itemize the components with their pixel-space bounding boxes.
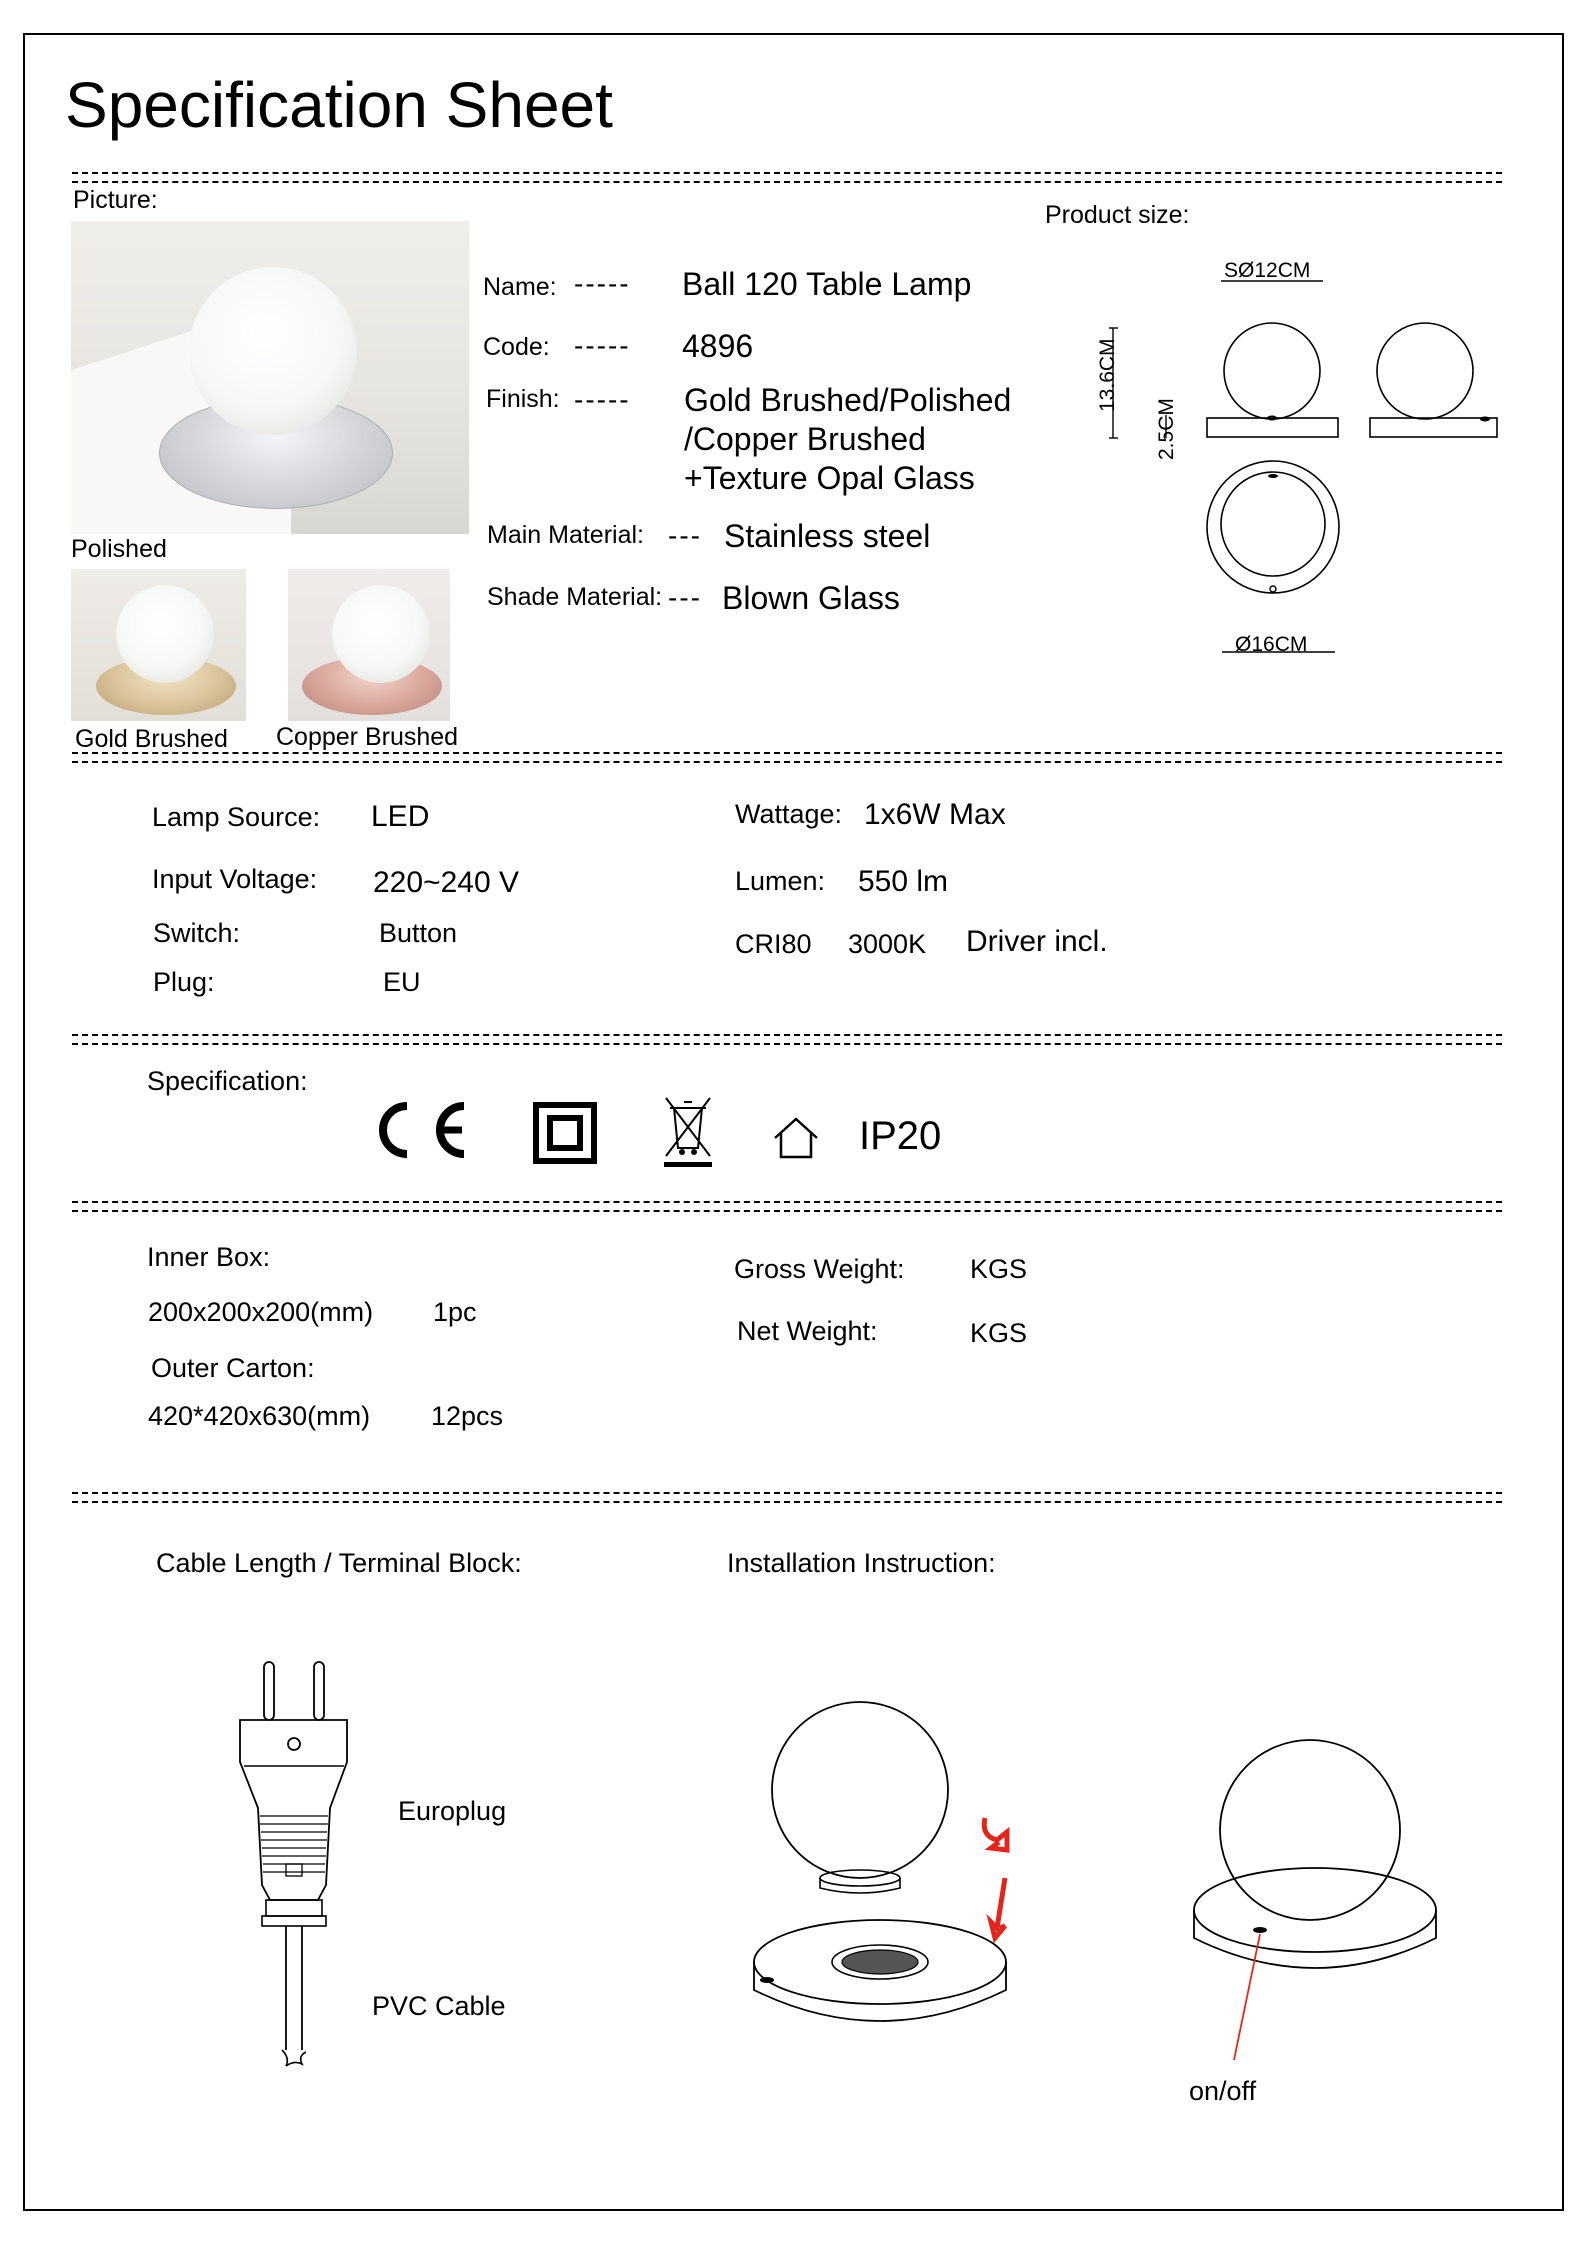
dimension-drawing — [1090, 250, 1510, 670]
on-off-caption: on/off — [1189, 2076, 1257, 2106]
base-height-label: 2.5CM — [1155, 398, 1178, 460]
cct-value: 3000K — [848, 929, 927, 959]
cable-label: Cable Length / Terminal Block: — [156, 1548, 522, 1578]
side-view-base — [1207, 418, 1338, 437]
caption-gold: Gold Brushed — [75, 725, 228, 753]
pvc-cable-caption: PVC Cable — [372, 1991, 506, 2021]
driver-value: Driver incl. — [966, 925, 1108, 958]
finish-line-1: Gold Brushed/Polished — [684, 382, 1012, 418]
finish-line-2: /Copper Brushed — [684, 421, 926, 457]
top-view-notch — [1268, 474, 1278, 478]
weee-crossed-bin-icon — [660, 1096, 716, 1168]
wattage-label: Wattage: — [735, 799, 843, 829]
side-view-button — [1480, 417, 1490, 422]
installation-label: Installation Instruction: — [727, 1548, 996, 1578]
net-weight-label: Net Weight: — [737, 1316, 878, 1346]
caption-copper: Copper Brushed — [276, 723, 459, 751]
lumen-value: 550 lm — [858, 865, 949, 898]
product-photo-copper — [288, 569, 450, 721]
rotate-arrow-icon — [984, 1818, 1007, 1850]
side-view-shade — [1224, 323, 1320, 419]
dash-leader: --- — [668, 520, 702, 551]
picture-label: Picture: — [73, 186, 158, 214]
gross-weight-label: Gross Weight: — [734, 1254, 905, 1284]
separator — [72, 1032, 1502, 1047]
separator — [72, 750, 1502, 765]
installation-step-switch — [1180, 1730, 1450, 2080]
switch-button — [1253, 1927, 1267, 1933]
wattage-value: 1x6W Max — [864, 798, 1006, 831]
dash-leader: ----- — [574, 330, 631, 361]
cri-value: CRI80 — [735, 929, 812, 959]
plug-label: Plug: — [153, 967, 215, 997]
top-view-button — [1270, 586, 1276, 592]
installation-globe-assembled — [1220, 1740, 1400, 1920]
top-view-base — [1207, 461, 1339, 593]
input-voltage-value: 220~240 V — [373, 866, 519, 899]
switch-value: Button — [379, 918, 458, 948]
main-material-value: Stainless steel — [724, 518, 931, 554]
gross-weight-value: KGS — [970, 1254, 1028, 1284]
name-label: Name: — [483, 273, 557, 301]
lumen-label: Lumen: — [735, 866, 826, 896]
side-view-base — [1370, 418, 1497, 437]
class-ii-double-insulation-icon — [533, 1102, 599, 1164]
lamp-source-value: LED — [371, 800, 430, 833]
ce-mark-icon — [372, 1098, 472, 1162]
side-view-shade — [1377, 323, 1473, 419]
base-diameter-label: Ø16CM — [1235, 633, 1308, 656]
height-label: 13.6CM — [1096, 338, 1119, 412]
outer-carton-qty: 12pcs — [431, 1401, 504, 1431]
inner-box-qty: 1pc — [433, 1297, 477, 1327]
shade-diameter-label: SØ12CM — [1224, 259, 1311, 282]
product-photo-gold — [71, 569, 246, 721]
dash-leader: ----- — [574, 384, 631, 415]
shade-material-label: Shade Material: — [487, 583, 663, 611]
name-value: Ball 120 Table Lamp — [682, 266, 972, 302]
inner-box-label: Inner Box: — [147, 1242, 271, 1272]
installation-step-assembly — [715, 1700, 1055, 2040]
product-photo-polished — [71, 221, 469, 534]
callout-line — [1234, 1934, 1260, 2060]
glass-shade — [116, 585, 214, 683]
input-voltage-label: Input Voltage: — [152, 864, 318, 894]
dash-leader: --- — [668, 582, 702, 613]
code-value: 4896 — [682, 328, 754, 364]
finish-line-3: +Texture Opal Glass — [684, 460, 975, 496]
switch-label: Switch: — [153, 918, 241, 948]
indoor-use-house-icon — [771, 1116, 821, 1160]
lamp-source-label: Lamp Source: — [152, 802, 321, 832]
product-size-label: Product size: — [1045, 201, 1190, 229]
europlug-drawing — [230, 1650, 350, 2080]
ip-rating: IP20 — [859, 1114, 942, 1158]
page-title: Specification Sheet — [65, 69, 613, 141]
side-view-button — [1267, 416, 1277, 421]
plug-value: EU — [383, 967, 421, 997]
main-material-label: Main Material: — [487, 521, 644, 549]
shade-material-value: Blown Glass — [722, 580, 900, 616]
europlug-caption: Europlug — [398, 1796, 507, 1826]
down-arrow-icon — [991, 1878, 1005, 1938]
caption-polished: Polished — [71, 535, 167, 563]
separator — [72, 1199, 1502, 1214]
separator — [72, 1490, 1502, 1505]
glass-shade — [189, 267, 357, 435]
net-weight-value: KGS — [970, 1318, 1028, 1348]
separator — [72, 170, 1502, 185]
specification-label: Specification: — [147, 1066, 308, 1096]
finish-label: Finish: — [486, 385, 560, 413]
installation-globe — [772, 1702, 948, 1878]
inner-box-size: 200x200x200(mm) — [148, 1297, 374, 1327]
top-view-shade — [1221, 472, 1325, 576]
glass-shade — [332, 585, 430, 683]
code-label: Code: — [483, 333, 550, 361]
outer-carton-label: Outer Carton: — [151, 1353, 315, 1383]
dash-leader: ----- — [574, 268, 631, 299]
outer-carton-size: 420*420x630(mm) — [148, 1401, 371, 1431]
